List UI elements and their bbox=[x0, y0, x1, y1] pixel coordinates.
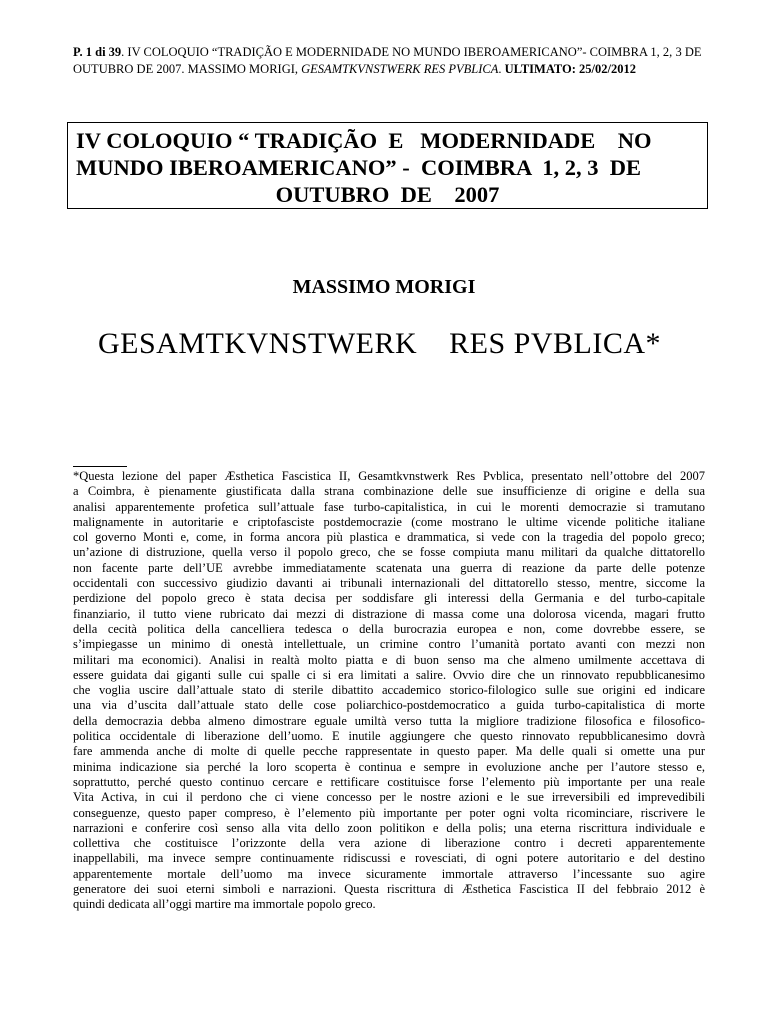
footnote-line: della cecità politica della cancelliera tedesca o della burocrazia europea e non, come dovrebbe essere, se bbox=[73, 621, 705, 636]
footnote-line: che voglia uscire dall’attuale stato di sterile dibattito accademico storico-filologico sulle sue origini ed indicare bbox=[73, 683, 705, 698]
header-italic-title: GESAMTKVNSTWERK RES PVBLICA bbox=[301, 62, 499, 76]
footnote bbox=[73, 469, 705, 913]
footnote-line: quindi dedicata all’oggi martire ma immortale popolo greco. bbox=[73, 897, 376, 912]
footnote-line: essere guidata dai giganti sulle cui spalle ci si era limitati a salire. Ovvio dire che un rinnovato repubblicanesimo bbox=[73, 667, 705, 682]
footnote-line: non facente parte dell’UE avrebbe immediatamente scatenata una guerra di reazione da parte delle potenze bbox=[73, 560, 705, 575]
footnote-line: col governo Monti e, come, in forma ancora più plastica e drammatica, si vede con la tragedia del popolo greco; bbox=[73, 530, 705, 545]
footnote-line: finanziario, il tutto viene rubricato dai mezzi di distrazione di massa come una dolorosa vicenda, magari frutto bbox=[73, 606, 705, 621]
footnote-line: militari ma economici). Analisi in realtà molto piatta e di buon senso ma che almeno umilmente accettava di bbox=[73, 652, 705, 667]
footnote-line: collettiva che costituisce l’orizzonte della vera azione di liberazione contro i decreti apparentemente bbox=[73, 836, 705, 851]
page-number: P. 1 di 39 bbox=[73, 45, 122, 59]
author-name: MASSIMO MORIGI bbox=[292, 276, 476, 298]
footnote-line: politica occidentale di liberazione dell’uomo. E inutile aggiungere che questo rinnovato repubblicanesimo dovrà bbox=[73, 729, 705, 744]
footnote-line: soprattutto, perché questo continuo cercare e rettificare costituisce forse l’elemento più importante per una reale bbox=[73, 774, 705, 789]
page-header bbox=[73, 44, 713, 78]
footnote-line: analisi apparentemente profetica sull’attuale fase turbo-capitalistica, in cui le morenti democrazie si tramutano bbox=[73, 499, 705, 514]
footnote-line: un’azione di distruzione, quella verso il popolo greco, che se fosse compiuta manu militari da qualche dittatorello bbox=[73, 545, 705, 560]
header-ultimato: ULTIMATO: 25/02/2012 bbox=[504, 62, 636, 76]
conference-title-line-3: OUTUBRO DE 2007 bbox=[275, 182, 500, 207]
header-text-c: . bbox=[498, 62, 505, 76]
footnote-line: perdizione del popolo greco è stata decisa per soddisfare gli interessi della Germania e del turbo-capitale bbox=[73, 591, 705, 606]
footnote-line: occidentali con successivo giudizio davanti ai tribunali internazionali del dittatorello stesso, mentre, siccome la bbox=[73, 576, 705, 591]
work-title: GESAMTKVNSTWERK RES PVBLICA* bbox=[98, 327, 662, 360]
footnote-line: s’impiegasse un minimo di onestà intellettuale, un crimine contro l’umanità portato avanti con mezzi non bbox=[73, 637, 705, 652]
footnote-line: generatore dei suoi eterni simboli e narrazioni. Questa riscrittura di Æsthetica Fascistica II del febbraio 2012 è bbox=[73, 882, 705, 897]
conference-title-box bbox=[67, 122, 708, 209]
footnote-line: della democrazia debba almeno dimostrare eguale umiltà verso tutta la migliore tradizione filosofica e filosofico- bbox=[73, 713, 705, 728]
footnote-line: narrazioni e conferire così senso alla vita dello zoon politikon e della polis; una eterna riscrittura individuale e bbox=[73, 820, 705, 835]
footnote-line: conseguenze, questo paper compreso, è l’elemento più importante per poter ogni volta ricominciare, riscrivere le bbox=[73, 805, 705, 820]
conference-title-line-2: MUNDO IBEROAMERICANO” - COIMBRA 1, 2, 3 DE bbox=[76, 155, 642, 180]
footnote-line: inappellabili, ma invece sempre continuamente ridiscussi e rovesciati, di ogni potere autoritario e del destino bbox=[73, 851, 705, 866]
header-text-a: . IV COLOQUIO “TRADIÇÃO E MODERNIDADE NO MUNDO IBEROAMERICANO”- COIMBRA 1, 2, bbox=[121, 45, 673, 59]
footnote-line: a Coimbra, è pienamente giustificata dalla strana combinazione delle sue insufficienze di origine e della sua bbox=[73, 484, 705, 499]
footnote-line: Vita Activa, in cui il perdono che ci viene concesso per le nostre azioni e le sue irreversibili ed imprevedibili bbox=[73, 790, 705, 805]
footnote-line: malignamente in autoritarie e criptofasciste postdemocrazie (come mostrano le ultime vicende politiche italiane bbox=[73, 514, 705, 529]
footnote-line: una via d’uscita dall’attuale stato delle cose poliarchico-postdemocratico a guida turbo-capitalistica di morte bbox=[73, 698, 705, 713]
footnote-divider bbox=[73, 466, 127, 467]
footnote-line: fare ammenda anche di molte di quelle pecche rappresentate in questo paper. Ma delle quali si omette una pur bbox=[73, 744, 705, 759]
footnote-line: minima indicazione sia perché la loro scoperta è continua e sempre in evoluzione anche per l’autore stesso e, bbox=[73, 759, 705, 774]
header-text-b: 3 DE OUTUBRO DE 2007. MASSIMO MORIGI, bbox=[73, 45, 702, 76]
footnote-line: apparentemente mortale dell’uomo ma invece sicuramente immortale attraverso l’incessante suo agire bbox=[73, 866, 705, 881]
footnote-line: *Questa lezione del paper Æsthetica Fascistica II, Gesamtkvnstwerk Res Pvblica, presentato nell’ottobre del 2007 bbox=[73, 469, 705, 483]
conference-title-line-1: IV COLOQUIO “ TRADIÇÃO E MODERNIDADE NO bbox=[76, 128, 652, 153]
